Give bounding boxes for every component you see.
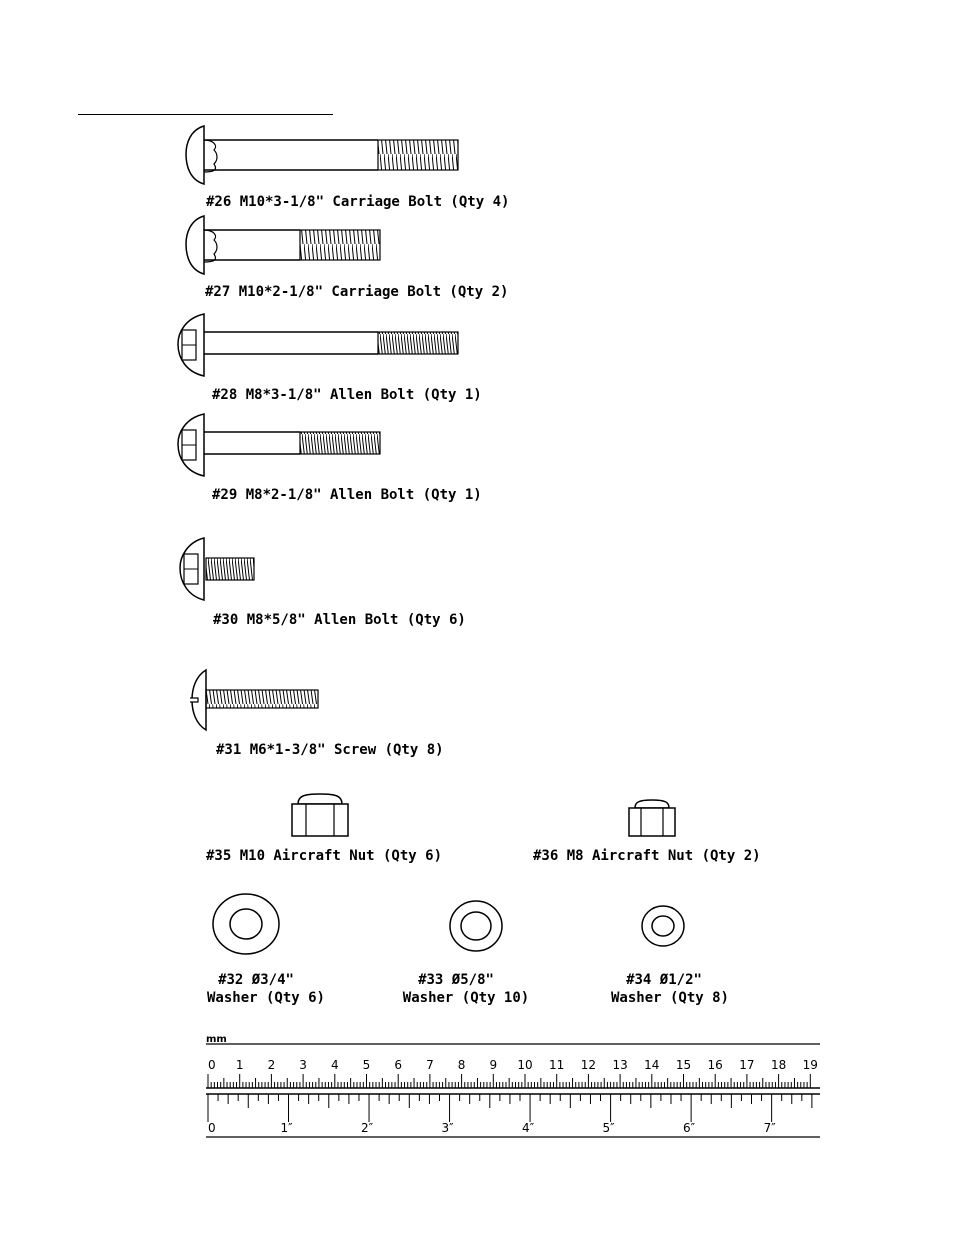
aircraft-nut-35-drawing <box>288 792 352 838</box>
ruler-cm-label: 17 <box>739 1058 755 1072</box>
ruler-inch-label: 6″ <box>683 1121 696 1135</box>
ruler-inch-label: 3″ <box>441 1121 454 1135</box>
ruler-mm-unit: mm <box>206 1034 227 1045</box>
part-32-label-2: Washer (Qty 6) <box>206 990 325 1006</box>
carriage-bolt-27-drawing <box>184 214 384 278</box>
allen-bolt-28-drawing <box>176 312 466 378</box>
ruler-cm-label: 1 <box>235 1058 244 1072</box>
ruler-cm-label: 5 <box>362 1058 371 1072</box>
ruler-cm-label: 13 <box>612 1058 628 1072</box>
part-34-label-2: Washer (Qty 8) <box>610 990 729 1006</box>
washer-33-drawing <box>448 898 504 954</box>
ruler-inch-label: 2″ <box>360 1121 374 1135</box>
ruler-inch-label: 1″ <box>280 1121 293 1135</box>
part-30-label: #30 M8*5/8" Allen Bolt (Qty 6) <box>213 612 466 628</box>
part-33-label-2: Washer (Qty 10) <box>402 990 530 1006</box>
ruler-mm-ticks <box>208 1074 810 1088</box>
measuring-ruler <box>200 1030 825 1142</box>
part-28-label: #28 M8*3-1/8" Allen Bolt (Qty 1) <box>212 387 482 403</box>
ruler-cm-label: 4 <box>330 1058 339 1072</box>
ruler-cm-label: 15 <box>675 1058 692 1072</box>
screw-31-drawing <box>188 668 328 734</box>
washer-32-drawing <box>210 892 282 956</box>
part-31-label: #31 M6*1-3/8" Screw (Qty 8) <box>216 742 444 758</box>
ruler-cm-label: 18 <box>770 1058 787 1072</box>
part-36-label: #36 M8 Aircraft Nut (Qty 2) <box>533 848 761 864</box>
ruler-cm-label: 10 <box>517 1058 533 1072</box>
ruler-cm-label: 8 <box>457 1058 466 1072</box>
ruler-cm-label: 12 <box>580 1058 597 1072</box>
part-34-label-1: #34 Ø1/2" <box>626 972 702 988</box>
part-27-label: #27 M10*2-1/8" Carriage Bolt (Qty 2) <box>205 284 509 300</box>
carriage-bolt-26-drawing <box>184 124 464 188</box>
ruler-cm-label: 11 <box>549 1058 565 1072</box>
ruler-cm-label: 2 <box>267 1058 276 1072</box>
allen-bolt-30-drawing <box>178 536 262 602</box>
allen-bolt-29-drawing <box>176 412 386 478</box>
ruler-cm-label: 0 <box>208 1058 216 1072</box>
ruler-inch-labels <box>208 1121 776 1135</box>
ruler-cm-labels <box>208 1058 818 1072</box>
ruler-inch-ticks <box>208 1094 812 1122</box>
ruler-inch-label: 5″ <box>602 1121 615 1135</box>
part-32-label-1: #32 Ø3/4" <box>218 972 294 988</box>
ruler-cm-label: 16 <box>707 1058 723 1072</box>
washer-34-drawing <box>640 904 686 948</box>
ruler-cm-label: 6 <box>394 1058 403 1072</box>
aircraft-nut-36-drawing <box>625 798 679 838</box>
ruler-cm-label: 7 <box>426 1058 434 1072</box>
part-35-label: #35 M10 Aircraft Nut (Qty 6) <box>206 848 443 864</box>
header-rule <box>78 114 333 115</box>
ruler-cm-label: 19 <box>802 1058 818 1072</box>
ruler-cm-label: 3 <box>299 1058 307 1072</box>
ruler-inch-label: 7″ <box>763 1121 776 1135</box>
part-33-label-1: #33 Ø5/8" <box>418 972 494 988</box>
ruler-cm-label: 9 <box>489 1058 498 1072</box>
ruler-cm-label: 14 <box>644 1058 660 1072</box>
part-26-label: #26 M10*3-1/8" Carriage Bolt (Qty 4) <box>206 194 510 210</box>
part-29-label: #29 M8*2-1/8" Allen Bolt (Qty 1) <box>212 487 482 503</box>
ruler-inch-label: 4″ <box>522 1121 535 1135</box>
ruler-inch-label: 0 <box>208 1121 216 1135</box>
